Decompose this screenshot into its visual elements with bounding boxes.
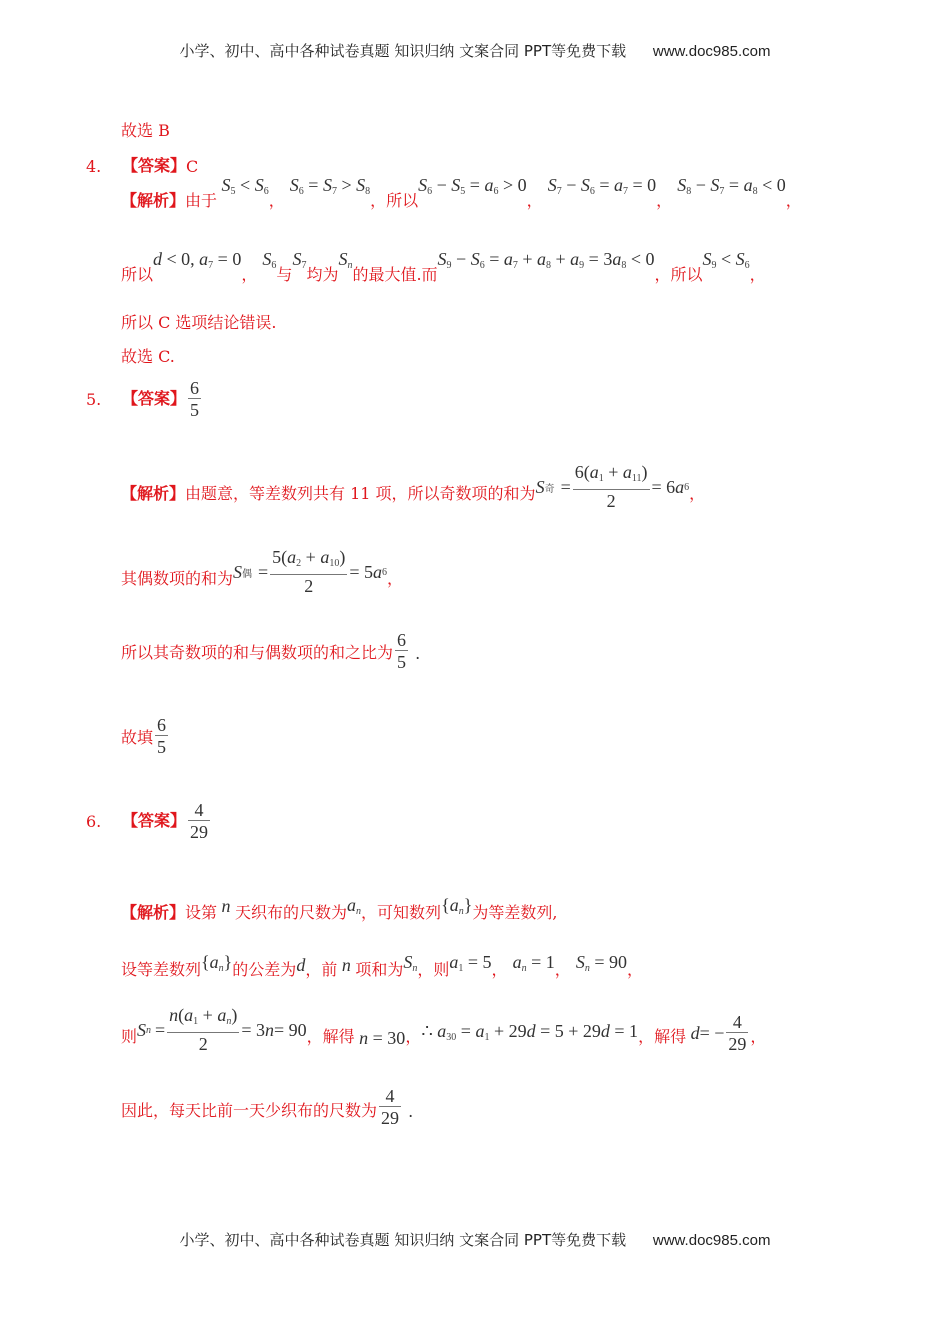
math-set-an: $\{a_n\}$ (201, 952, 233, 974)
math-a6: $S_6 - S_5 = a_6 > 0$ (418, 175, 527, 197)
text: 项和为 (355, 960, 404, 979)
math-s9-s6: $S_9 - S_6 = a_7 + a_8 + a_9 = 3a_8 < 0$ (437, 249, 655, 271)
q6-analysis-line-1 (121, 895, 558, 923)
q6-analysis-line-3 (121, 1005, 766, 1055)
text: 因此，每天比前一天少织布的尺数为 (121, 1101, 378, 1120)
comma: ， (554, 960, 576, 979)
math-a8: $S_8 - S_7 = a_8 < 0$ (677, 175, 786, 197)
q4-conclusion (121, 344, 175, 367)
q5-analysis-line-3 (121, 630, 420, 673)
math-sn-eq-90: $S_n = 90$ (575, 952, 628, 974)
q6-analysis-label: 【解析】 (121, 903, 186, 922)
footer-url[interactable]: www.doc985.com (652, 1232, 771, 1249)
header-text: 小学、初中、高中各种试卷真题 知识归纳 文案合同 PPT等免费下载 (179, 42, 627, 60)
q5-answer-label: 【答案】 (122, 389, 187, 408)
numerator: 6 (397, 630, 407, 650)
denominator: 29 (190, 822, 209, 842)
fraction-6-5 (155, 715, 168, 758)
period: . (410, 644, 421, 663)
text: 所以 C 选项结论错误. (121, 313, 277, 332)
q5-analysis-label: 【解析】 (121, 484, 186, 503)
math-s5-lt-s6: $S_5 < S_6$ (221, 175, 269, 197)
math-s6-eq-s7: $S_6 = S_7 > S_8$ (289, 175, 371, 197)
text: 则 (121, 1027, 138, 1046)
math-s6: $S_6$ (262, 249, 277, 271)
page-header (0, 40, 950, 61)
math-n: n (221, 896, 231, 916)
text: ，前 (305, 960, 338, 979)
comma: ， (656, 191, 678, 210)
text: 故填 (121, 728, 154, 747)
prev-conclusion (121, 118, 170, 141)
text: ，解得 (638, 1027, 687, 1046)
prev-conclusion-text: 故选 B (121, 121, 170, 140)
math-a7: $S_7 - S_6 = a_7 = 0$ (547, 175, 657, 197)
text: 的公差为 (232, 960, 297, 979)
q6-conclusion (121, 1086, 413, 1129)
comma: ， (370, 191, 387, 210)
comma: ， (785, 191, 802, 210)
fraction-4-29 (379, 1086, 401, 1129)
q6-number: 6. (86, 812, 102, 831)
math-s-odd: S 奇 = $\frac{6(a_1 + a_{11})}{2}$ = 6 a 6 (535, 462, 690, 511)
comma: ， (526, 191, 548, 210)
comma: ， (749, 265, 766, 284)
text: 的最大值.而 (352, 265, 438, 284)
math-a1-eq-5: $a_1 = 5$ (449, 952, 492, 974)
q5-answer-fraction (188, 378, 201, 421)
numerator: 6 (157, 715, 167, 735)
math-sn: $S_n$ (403, 952, 418, 974)
text: 设等差数列 (121, 960, 202, 979)
denominator: 5 (157, 737, 167, 757)
numerator: 4 (194, 800, 204, 820)
math-an-eq-1: $a_n = 1$ (512, 952, 555, 974)
comma: ， (750, 1027, 767, 1046)
text: ，解得 (306, 1027, 355, 1046)
text: 天织布的尺数为 (235, 903, 348, 922)
footer-text: 小学、初中、高中各种试卷真题 知识归纳 文案合同 PPT等免费下载 (179, 1231, 627, 1249)
comma: ， (491, 960, 513, 979)
q6-analysis-line-2 (121, 952, 644, 980)
comma: ， (654, 265, 671, 284)
numerator: 6 (190, 378, 200, 398)
q6-answer-fraction (188, 800, 210, 843)
math-a30: ∴ $a_{30} = a_1 + 29d = 5 + 29d = 1$ (421, 1021, 639, 1043)
math-d: d < 0, $a_7 = 0$ (153, 249, 242, 271)
text: 由于 (185, 191, 218, 210)
text: 为等差数列, (472, 903, 558, 922)
math-sn: $S_n$ (338, 249, 353, 271)
math-s9-lt-s6: $S_9 < S_6$ (702, 249, 750, 271)
math-s-even: S 偶 = $\frac{5(a_2 + a_{10})}{2}$ = 5 a 6 (233, 547, 387, 596)
math-n: n (341, 955, 351, 975)
page-footer (0, 1229, 950, 1250)
math-d-eq: d = − $\frac{4}{29}$ (690, 1012, 747, 1054)
comma: ， (689, 484, 706, 503)
q4-answer-line (86, 153, 198, 176)
q4-answer: C (186, 157, 199, 176)
math-set-an: $\{a_n\}$ (441, 895, 473, 917)
q4-answer-label: 【答案】 (122, 156, 187, 175)
text: ，可知数列 (361, 903, 442, 922)
text: ，则 (417, 960, 450, 979)
denominator: 29 (381, 1108, 400, 1128)
text: 所以其奇数项的和与偶数项的和之比为 (121, 643, 394, 662)
text: 均为 (306, 265, 339, 284)
math-n-eq-30: n = 30 (359, 1028, 406, 1048)
q5-conclusion (121, 715, 170, 758)
denominator: 5 (397, 652, 407, 672)
text: 所以 (386, 191, 419, 210)
math-sn-formula: S n = $\frac{n(a_1 + a_n)}{2}$ = 3 n = 90 (137, 1005, 307, 1054)
text: 设第 (185, 903, 218, 922)
comma: ， (268, 191, 290, 210)
text: 故选 C. (121, 347, 175, 366)
text: 所以 (670, 265, 703, 284)
q4-analysis-line-2 (121, 249, 766, 285)
numerator: 4 (385, 1086, 395, 1106)
q5-analysis-line-2 (121, 547, 403, 597)
period: . (403, 1102, 414, 1121)
fraction-6-5 (395, 630, 408, 673)
q6-answer-line (86, 800, 212, 843)
text: 与 (276, 265, 293, 284)
q6-answer-label: 【答案】 (122, 811, 187, 830)
q5-answer-line (86, 378, 203, 421)
q4-analysis-line-3 (121, 310, 277, 333)
comma: ， (627, 960, 644, 979)
math-an: $a_n$ (347, 895, 362, 917)
q5-analysis-line-1 (121, 462, 705, 512)
comma: ， (386, 569, 403, 588)
math-d: d (296, 955, 306, 975)
q4-analysis-label: 【解析】 (121, 191, 186, 210)
text: 其偶数项的和为 (121, 569, 234, 588)
q4-analysis-line-1 (121, 175, 802, 211)
denominator: 5 (190, 400, 200, 420)
header-url[interactable]: www.doc985.com (652, 43, 771, 60)
comma: ， (405, 1027, 422, 1046)
q4-number: 4. (86, 157, 102, 176)
comma: ， (241, 265, 263, 284)
text: 所以 (121, 265, 154, 284)
text: 由题意，等差数列共有 11 项，所以奇数项的和为 (185, 484, 536, 503)
math-s7: $S_7$ (292, 249, 307, 271)
q5-number: 5. (86, 390, 102, 409)
